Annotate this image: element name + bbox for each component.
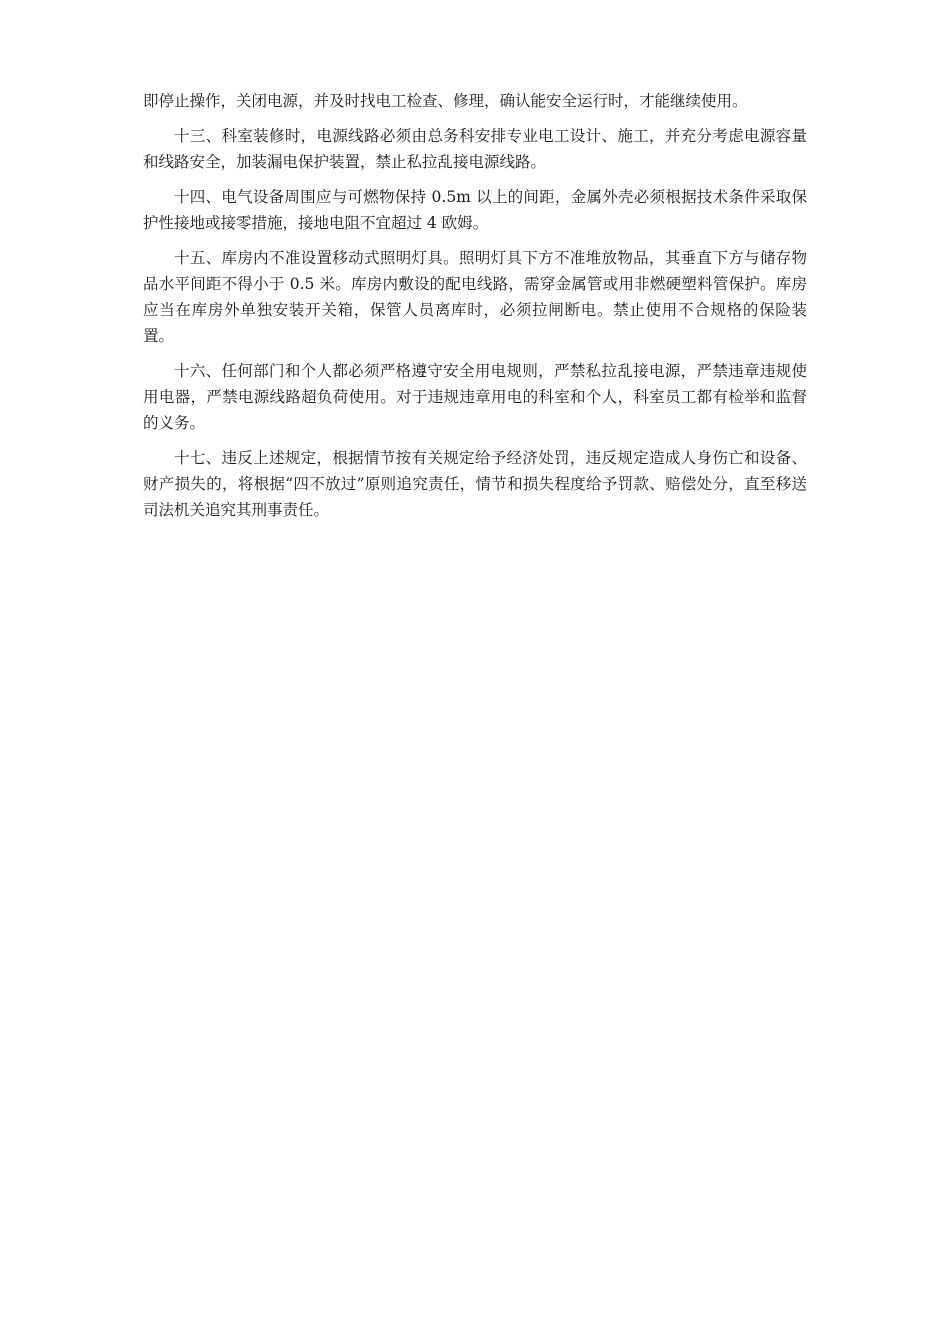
paragraph-item-13: 十三、科室装修时，电源线路必须由总务科安排专业电工设计、施工，并充分考虑电源容量和线路安全，加装漏电保护装置，禁止私拉乱接电源线路。 [143,127,807,171]
paragraph-item-15: 十五、库房内不准设置移动式照明灯具。照明灯具下方不准堆放物品，其垂直下方与储存物品水平间距不得小于 0.5 米。库房内敷设的配电线路，需穿金属管或用非燃硬塑料管保护。库房应当在库房外单独安装开关箱，保管人员离库时，必须拉闸断电。禁止使用不合规格的保险装置。 [143,249,807,345]
paragraph-continued: 即停止操作，关闭电源，并及时找电工检查、修理，确认能安全运行时，才能继续使用。 [143,92,748,110]
document-body [143,88,807,532]
paragraph-item-17: 十七、违反上述规定，根据情节按有关规定给予经济处罚，违反规定造成人身伤亡和设备、财产损失的，将根据“四不放过”原则追究责任，情节和损失程度给予罚款、赔偿处分，直至移送司法机关追究其刑事责任。 [143,449,807,519]
paragraph-item-16: 十六、任何部门和个人都必须严格遵守安全用电规则，严禁私拉乱接电源，严禁违章违规使用电器，严禁电源线路超负荷使用。对于违规违章用电的科室和个人，科室员工都有检举和监督的义务。 [143,362,807,432]
paragraph-item-14: 十四、电气设备周围应与可燃物保持 0.5m 以上的间距，金属外壳必须根据技术条件采取保护性接地或接零措施，接地电阻不宜超过 4 欧姆。 [143,188,807,232]
